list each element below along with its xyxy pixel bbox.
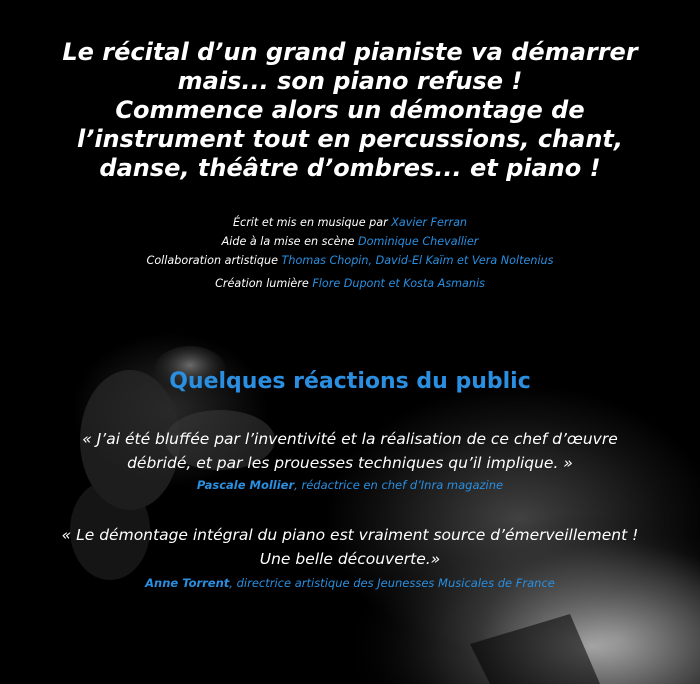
- credit-label: Écrit et mis en musique par: [232, 216, 392, 229]
- quote-attribution: [0, 477, 700, 493]
- quote-line: débridé, et par les prouesses techniques qu’il implique. »: [127, 454, 573, 472]
- credits: [0, 213, 700, 293]
- credit-label: Collaboration artistique: [146, 254, 282, 267]
- intro-line: mais... son piano refuse !: [177, 67, 523, 95]
- credit-name: Xavier Ferran: [391, 216, 468, 229]
- quote-author: Pascale Mollier: [196, 478, 295, 492]
- credit-row: [0, 251, 700, 270]
- credit-label: Création lumière: [215, 277, 313, 290]
- credit-row: [0, 232, 700, 251]
- credit-row: [0, 213, 700, 232]
- quote: [0, 523, 700, 571]
- credit-name: Thomas Chopin, David-El Kaïm et Vera Noltenius: [281, 254, 554, 267]
- credit-name: Flore Dupont et Kosta Asmanis: [312, 277, 485, 290]
- quote-attribution: [0, 575, 700, 591]
- intro-line: Le récital d’un grand pianiste va démarrer: [62, 38, 638, 66]
- quote-author: Anne Torrent: [145, 576, 230, 590]
- intro-line: l’instrument tout en percussions, chant,: [76, 125, 624, 153]
- reactions-title: Quelques réactions du public: [169, 369, 531, 394]
- intro-line: danse, théâtre d’ombres... et piano !: [99, 154, 601, 182]
- quote-author-role: , rédactrice en chef d’Inra magazine: [294, 478, 504, 492]
- intro-text: [0, 38, 700, 183]
- credit-label: Aide à la mise en scène: [221, 235, 359, 248]
- credit-row: [0, 274, 700, 293]
- quote: [0, 427, 700, 475]
- quote-line: Une belle découverte.»: [259, 550, 441, 568]
- quote-author-role: , directrice artistique des Jeunesses Musicales de France: [229, 576, 555, 590]
- intro-line: Commence alors un démontage de: [115, 96, 585, 124]
- credit-name: Dominique Chevallier: [358, 235, 479, 248]
- quote-line: « Le démontage intégral du piano est vraiment source d’émerveillement !: [61, 526, 639, 544]
- quote-line: « J’ai été bluffée par l’inventivité et la réalisation de ce chef d’œuvre: [82, 430, 618, 448]
